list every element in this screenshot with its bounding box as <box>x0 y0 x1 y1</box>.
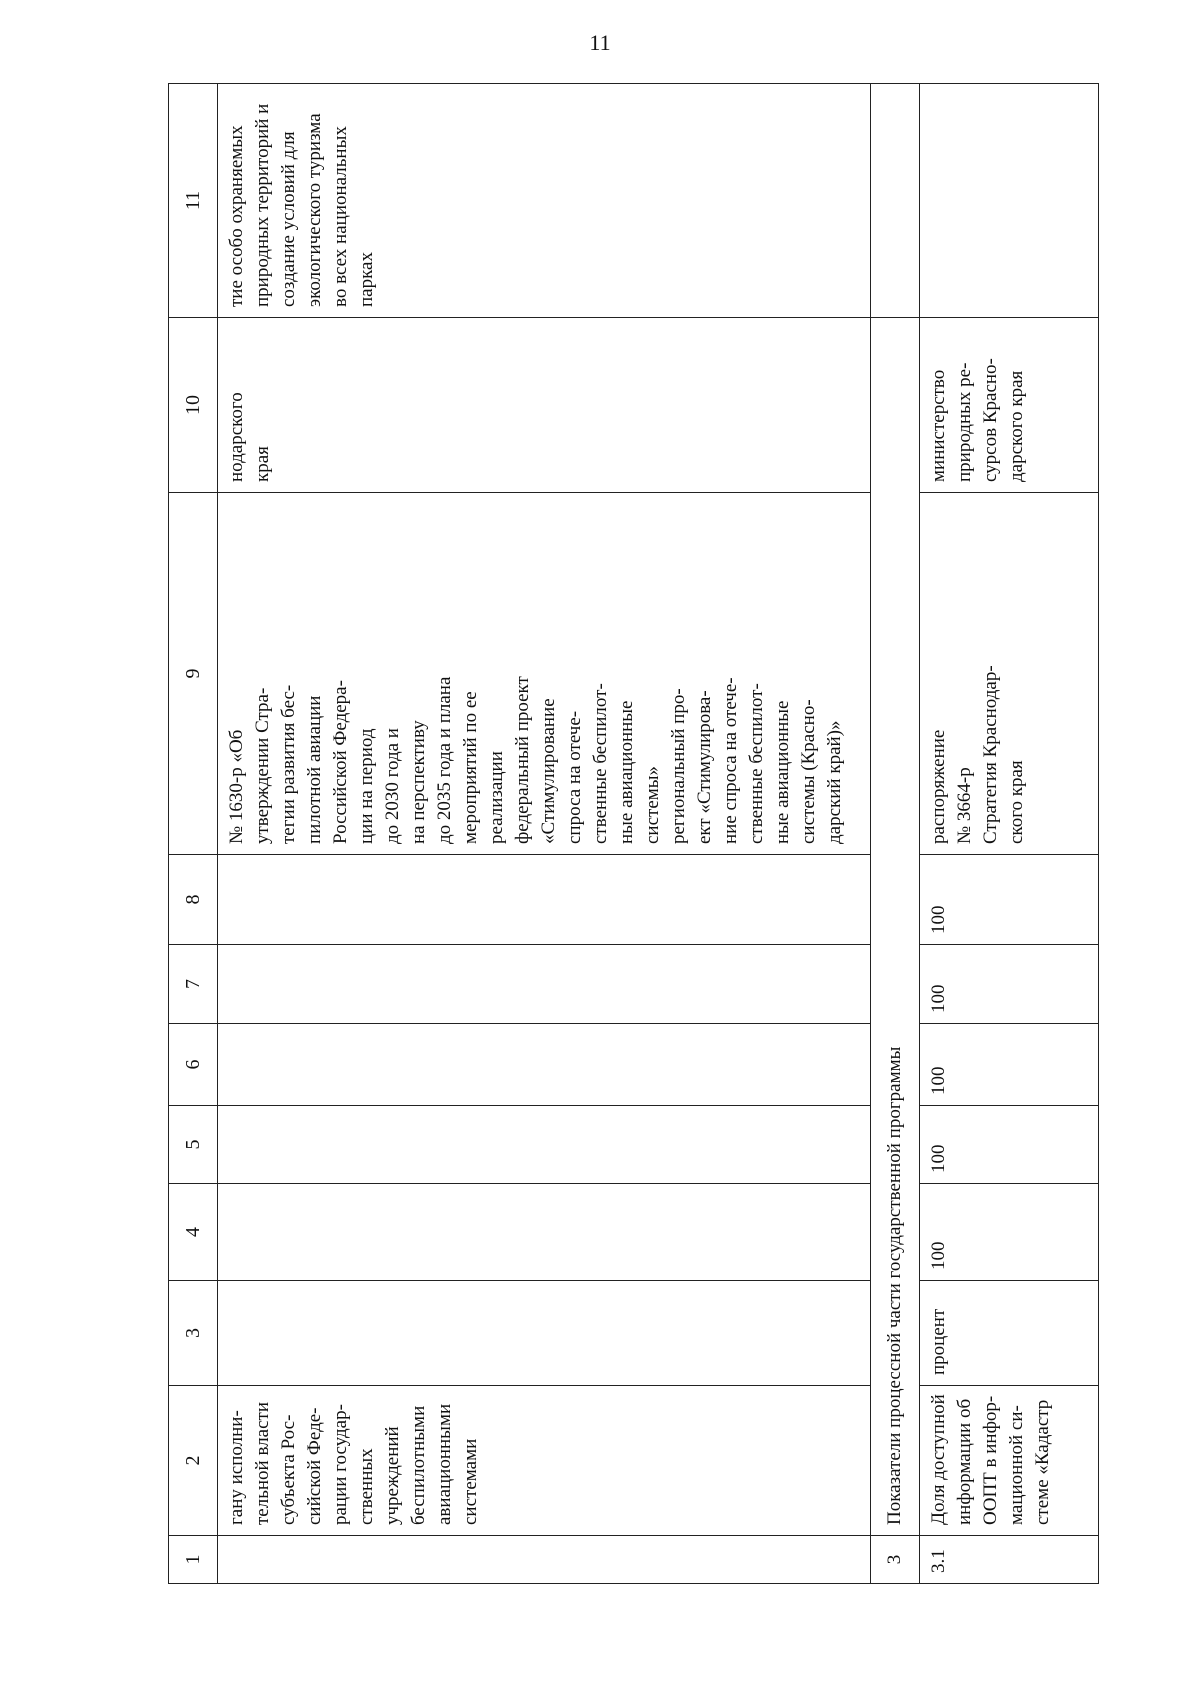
text-line: ние спроса на отече- <box>720 677 741 844</box>
header-cell: 11 <box>169 84 218 318</box>
text-line: Доля доступной <box>928 1394 949 1525</box>
header-cell: 3 <box>169 1281 218 1386</box>
text-line: «Стимулирование <box>538 698 559 844</box>
section-title: Показатели процессной части государственной программы <box>871 318 920 1536</box>
text-line: беспилотными <box>408 1405 429 1525</box>
text-line: сурсов Красно- <box>980 358 1001 482</box>
text-line: спроса на отече- <box>564 710 585 844</box>
text-line: до 2030 года и <box>382 728 403 844</box>
text-line: экологического туризма <box>304 113 325 307</box>
cell-indicator-name <box>920 1386 1099 1536</box>
cell-unit <box>218 1281 871 1386</box>
text-line: ского края <box>1006 760 1027 844</box>
text-line: системы (Красно- <box>798 699 819 844</box>
text-line: ственные беспилот- <box>746 683 767 844</box>
text-line: утверждении Стра- <box>252 687 273 844</box>
text-line: учреждений <box>382 1426 403 1525</box>
header-cell: 6 <box>169 1024 218 1106</box>
text-line: природных ре- <box>954 362 975 482</box>
cell-value: 100 <box>920 1184 1099 1281</box>
header-cell: 7 <box>169 945 218 1024</box>
text-line: мационной си- <box>1006 1405 1027 1525</box>
cell-value <box>218 1184 871 1281</box>
header-cell: 5 <box>169 1106 218 1184</box>
indicators-table <box>168 83 1099 1584</box>
header-cell: 9 <box>169 493 218 855</box>
cell-value: 100 <box>920 945 1099 1024</box>
text-line: субъекта Рос- <box>278 1414 299 1525</box>
text-line: ственные беспилот- <box>590 683 611 844</box>
section-empty-cell <box>871 84 920 318</box>
text-line: создание условий для <box>278 131 299 307</box>
text-line: тегии развития бес- <box>278 684 299 844</box>
text-line: рации государ- <box>330 1404 351 1525</box>
cell-number: 3.1 <box>920 1536 1099 1584</box>
text-line: реализации <box>486 751 507 844</box>
cell-value: 100 <box>920 1024 1099 1106</box>
text-line: дарский край)» <box>824 720 845 844</box>
header-cell: 2 <box>169 1386 218 1536</box>
text-line: системами <box>460 1438 481 1525</box>
text-line: дарского края <box>1006 370 1027 482</box>
text-line: парках <box>356 252 377 307</box>
text-line: № 3664-р <box>954 767 975 844</box>
text-line: нодарского <box>226 392 247 482</box>
page-number: 11 <box>589 30 611 55</box>
text-line: федеральный проект <box>512 676 533 844</box>
text-line: ные авиационные <box>616 700 637 844</box>
cell-goal <box>218 84 871 318</box>
cell-document <box>218 493 871 855</box>
section-number: 3 <box>871 1536 920 1584</box>
rotated-table-container <box>168 84 1128 1584</box>
cell-value <box>218 1024 871 1106</box>
text-line: информации об <box>954 1398 975 1525</box>
text-line: министерство <box>928 369 949 482</box>
text-line: Российской Федера- <box>330 680 351 844</box>
text-line: ООПТ в инфор- <box>980 1395 1001 1525</box>
text-line: ственных <box>356 1448 377 1525</box>
cell-value <box>218 855 871 945</box>
header-cell: 4 <box>169 1184 218 1281</box>
text-line: № 1630-р «Об <box>226 729 247 844</box>
text-line: мероприятий по ее <box>460 691 481 844</box>
cell-responsible <box>218 318 871 493</box>
section-row <box>871 84 920 1584</box>
text-line: региональный про- <box>668 688 689 844</box>
cell-value: 100 <box>920 855 1099 945</box>
cell-value <box>218 1106 871 1184</box>
cell-indicator-name <box>218 1386 871 1536</box>
text-line: ные авиационные <box>772 700 793 844</box>
cell-responsible <box>920 318 1099 493</box>
text-line: авиационными <box>434 1403 455 1525</box>
text-line: на перспективу <box>408 720 429 844</box>
text-line: края <box>252 446 273 482</box>
text-line: во всех национальных <box>330 126 351 307</box>
text-line: тие особо охраняемых <box>226 125 247 307</box>
text-line: сийской Феде- <box>304 1407 325 1525</box>
text-line: Стратегия Краснодар- <box>980 665 1001 844</box>
cell-number <box>218 1536 871 1584</box>
text-line: ект «Стимулирова- <box>694 690 715 844</box>
text-line: тельной власти <box>252 1401 273 1525</box>
text-line: пилотной авиации <box>304 695 325 844</box>
cell-document <box>920 493 1099 855</box>
cell-value <box>218 945 871 1024</box>
header-cell: 8 <box>169 855 218 945</box>
cell-goal <box>920 84 1099 318</box>
cell-unit: процент <box>920 1281 1099 1386</box>
header-row <box>169 84 218 1584</box>
text-line: системы» <box>642 765 663 844</box>
text-line: природных территорий и <box>252 103 273 307</box>
cell-value: 100 <box>920 1106 1099 1184</box>
table-row <box>920 84 1099 1584</box>
text-line: до 2035 года и плана <box>434 676 455 844</box>
text-line: ции на период <box>356 728 377 844</box>
header-cell: 10 <box>169 318 218 493</box>
text-line: распоряжение <box>928 729 949 844</box>
table-row <box>218 84 871 1584</box>
text-line: гану исполни- <box>226 1410 247 1525</box>
text-line: стеме «Кадастр <box>1032 1399 1053 1525</box>
header-cell: 1 <box>169 1536 218 1584</box>
